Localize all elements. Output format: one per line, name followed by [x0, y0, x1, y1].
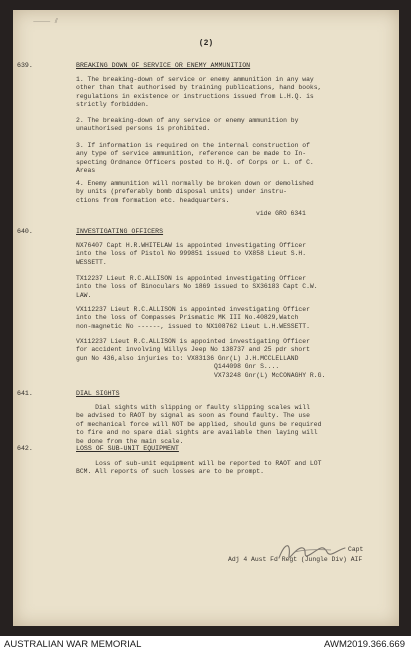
section-paragraph: 2. The breaking-down of any service or enemy ammunition by unauthorised persons is prohibited. — [76, 117, 299, 133]
accession-number: AWM2019.366.669 — [324, 639, 405, 650]
section-heading: INVESTIGATING OFFICERS — [76, 228, 164, 235]
section-heading: BREAKING DOWN OF SERVICE OR ENEMY AMMUNITION — [76, 62, 251, 69]
footer-bar — [0, 636, 411, 653]
section-paragraph: Loss of sub-unit equipment will be reported to RAOT and LOT BCM. All reports of such losses are to be prompt. — [76, 460, 322, 476]
section-paragraph: Dial sights with slipping or faulty slipping scales will be advised to RAOT by signal as soon as found faulty. The use of mechanical force will NOT be applied, should guns be required to fire and no spare dial sights are available then laying will be done from the main scale. — [76, 404, 322, 445]
document-page — [13, 10, 399, 626]
section-number: 642. — [17, 445, 33, 452]
section-paragraph: VX112237 Lieut R.C.ALLISON is appointed investigating Officer for accident involving Willys Jeep No 138737 and 25 pdr short gun No 436,also injuries to: VX83136 Gnr(L) J.H.MCCLELLAND Q144098 Gnr S.... VX73248 Gnr(L) McCONAGHY R.G. — [76, 338, 326, 379]
section-paragraph: TX12237 Lieut R.C.ALLISON is appointed investigating Officer into the loss of Binoculars No 1869 issued to SX36183 Capt C.W. LAW. — [76, 275, 318, 299]
pencil-annotation: ⸻ ⫽ — [33, 17, 59, 25]
section-number: 641. — [17, 390, 33, 397]
section-number: 639. — [17, 62, 33, 69]
section-paragraph: VX112237 Lieut R.C.ALLISON is appointed investigating Officer into the loss of Compasses Prismatic MK III No.40829,Watch non-magnetic No ------, issued to NX108762 Lieut L.H.WESSETT. — [76, 306, 310, 330]
section-paragraph: 3. If information is required on the internal construction of any type of service ammunition, reference can be made to In- specting Ordnance Officers posted to H.Q. of Corps or L. of C. Areas — [76, 142, 314, 175]
signature-rank: Capt — [348, 546, 364, 553]
section-paragraph: NX76407 Capt H.R.WHITELAW is appointed investigating Officer into the loss of Pistol No 999851 issued to VX858 Lieut S.H. WESSETT. — [76, 242, 307, 266]
page-number: (2) — [198, 39, 214, 48]
reference-note: vide GRO 6341 — [256, 210, 306, 217]
collection-label: AUSTRALIAN WAR MEMORIAL — [4, 639, 142, 650]
section-heading: DIAL SIGHTS — [76, 390, 120, 397]
section-number: 640. — [17, 228, 33, 235]
section-paragraph: 1. The breaking-down of service or enemy ammunition in any way other than that authorised by training publications, hand books, regulations in existence or instructions issued from L.H.Q. is strictly forbidden. — [76, 76, 322, 109]
section-paragraph: 4. Enemy ammunition will normally be broken down or demolished by units (preferably bomb disposal units) under instru- ctions from formation etc. headquarters. — [76, 180, 314, 204]
signature-appointment: Adj 4 Aust Fd Regt (Jungle Div) AIF — [228, 556, 363, 563]
section-heading: LOSS OF SUB-UNIT EQUIPMENT — [76, 445, 179, 452]
